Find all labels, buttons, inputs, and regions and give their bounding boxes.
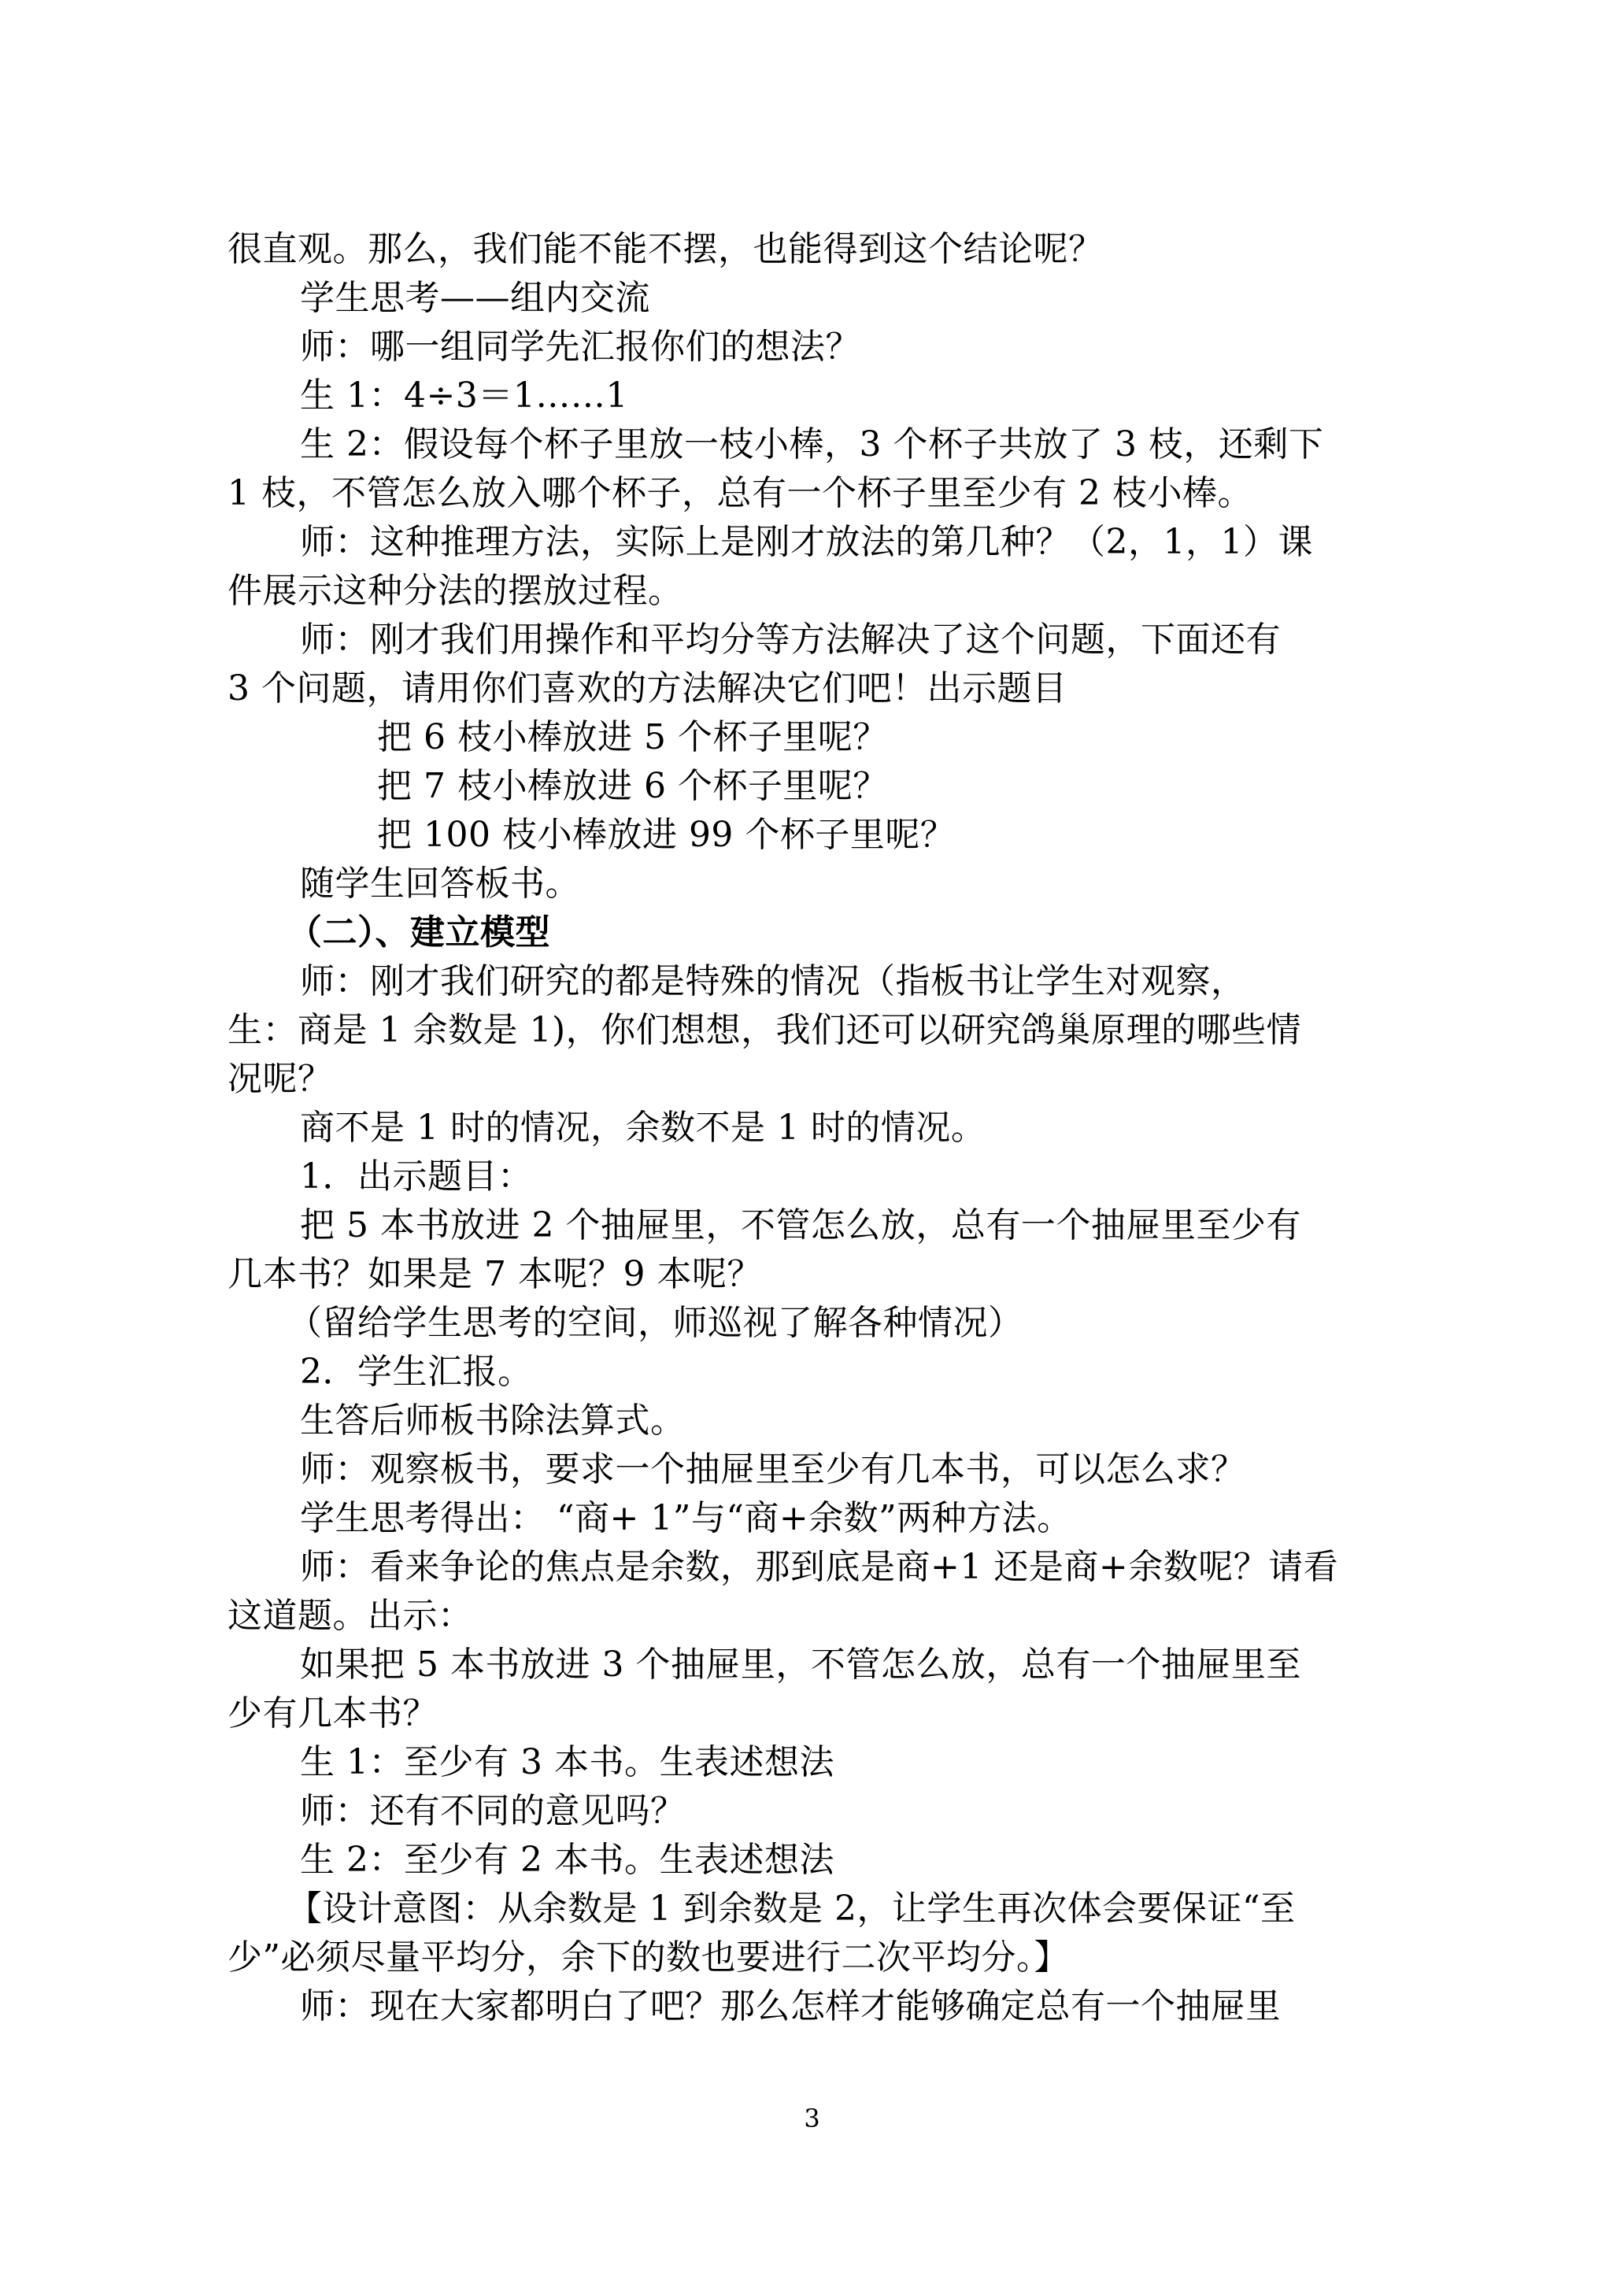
text-line: 师：哪一组同学先汇报你们的想法？ [300, 327, 860, 367]
text-line: 如果把 5 本书放进 3 个抽屉里，不管怎么放，总有一个抽屉里至 [300, 1645, 1301, 1685]
text-line: 【设计意图：从余数是 1 到余数是 2，让学生再次体会要保证“至 [287, 1889, 1296, 1929]
text-line: 况呢？ [228, 1059, 333, 1099]
text-line: 很直观。那么，我们能不能不摆，也能得到这个结论呢？ [228, 229, 1104, 269]
text-line: 1 枝，不管怎么放入哪个杯子，总有一个杯子里至少有 2 枝小棒。 [228, 473, 1252, 513]
text-line: 生：商是 1 余数是 1)，你们想想，我们还可以研究鸽巢原理的哪些情 [228, 1010, 1302, 1050]
text-line: 师：看来争论的焦点是余数，那到底是商+1 还是商+余数呢？请看 [300, 1547, 1339, 1587]
text-line: 几本书？如果是 7 本呢？9 本呢？ [228, 1254, 762, 1294]
text-line: 学生思考——组内交流 [300, 278, 650, 318]
text-line: 师：现在大家都明白了吧？那么怎样才能够确定总有一个抽屉里 [300, 1986, 1281, 2026]
text-line: 把 7 枝小棒放进 6 个杯子里呢？ [377, 766, 888, 806]
text-line: （留给学生思考的空间，师巡视了解各种情况） [287, 1303, 1023, 1343]
text-line: 随学生回答板书。 [300, 864, 580, 904]
text-line: 师：还有不同的意见吗？ [300, 1791, 686, 1831]
section-heading: （二）、建立模型 [287, 912, 550, 953]
text-line: 2．学生汇报。 [300, 1352, 533, 1392]
document-body [228, 225, 1393, 2031]
text-line: 1．出示题目： [300, 1156, 533, 1197]
text-line: 少有几本书？ [228, 1693, 438, 1733]
text-line: 生 2：假设每个杯子里放一枝小棒，3 个杯子共放了 3 枝，还剩下 [300, 424, 1324, 464]
text-line: 把 100 枝小棒放进 99 个杯子里呢？ [377, 815, 956, 855]
text-line: 师：刚才我们研究的都是特殊的情况（指板书让学生对观察， [300, 961, 1246, 1001]
text-line: 把 5 本书放进 2 个抽屉里，不管怎么放，总有一个抽屉里至少有 [300, 1205, 1301, 1245]
text-line: 师：这种推理方法，实际上是刚才放法的第几种？（2，1，1）课 [300, 522, 1313, 562]
text-line: 师：刚才我们用操作和平均分等方法解决了这个问题，下面还有 [300, 620, 1281, 660]
text-line: 少”必须尽量平均分，余下的数也要进行二次平均分。】 [228, 1937, 1069, 1978]
text-line: 学生思考得出： “商+ 1”与“商+余数”两种方法。 [300, 1498, 1072, 1538]
text-line: 把 6 枝小棒放进 5 个杯子里呢？ [377, 717, 888, 757]
text-line: 3 个问题，请用你们喜欢的方法解决它们吧！出示题目 [228, 668, 1067, 709]
text-line: 这道题。出示： [228, 1596, 473, 1636]
text-line: 件展示这种分法的摆放过程。 [228, 571, 683, 611]
text-line: 师：观察板书，要求一个抽屉里至少有几本书，可以怎么求？ [300, 1449, 1246, 1489]
text-line: 生 1：至少有 3 本书。生表述想法 [300, 1742, 834, 1782]
text-line: 生 1：4÷3＝1……1 [300, 376, 628, 416]
text-line: 商不是 1 时的情况，余数不是 1 时的情况。 [300, 1108, 986, 1148]
text-line: 生答后师板书除法算式。 [300, 1400, 686, 1441]
text-line: 生 2：至少有 2 本书。生表述想法 [300, 1840, 834, 1880]
page-number: 3 [804, 2103, 820, 2133]
